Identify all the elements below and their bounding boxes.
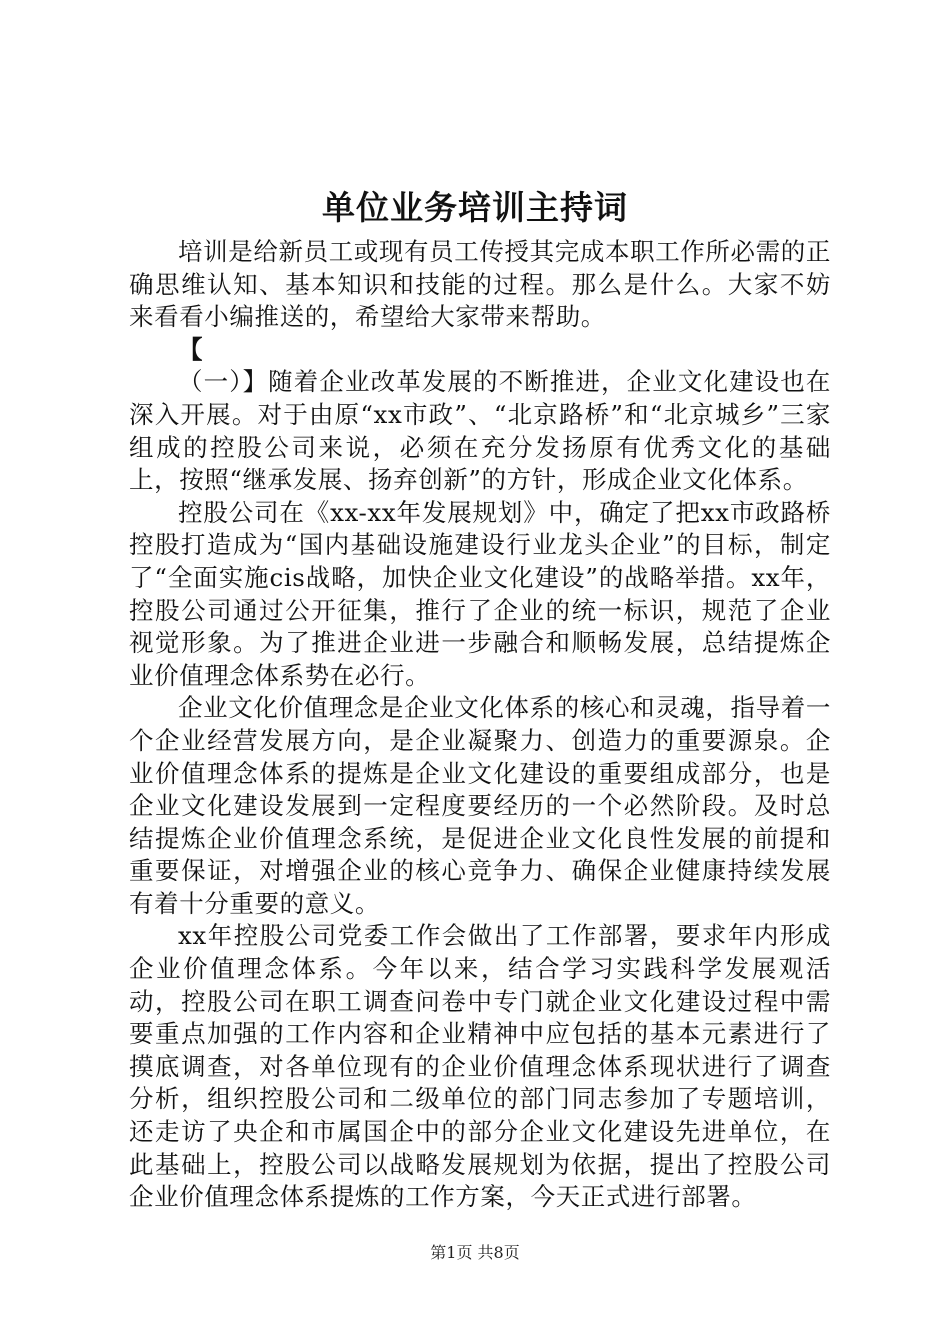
work-deployment-paragraph: xx年控股公司党委工作会做出了工作部署，要求年内形成企业价值理念体系。今年以来，结合学习实践科学发展观活动，控股公司在职工调查问卷中专门就企业文化建设过程中需要重点加强的工作内容和企业精神中应包括的基本元素进行了摸底调查，对各单位现有的企业价值理念体系现状进行了调查分析，组织控股公司和二级单位的部门同志参加了专题培训，还走访了央企和市属国企中的部分企业文化建设先进单位，在此基础上，控股公司以战略发展规划为依据，提出了控股公司企业价值理念体系提炼的工作方案，今天正式进行部署。 [129, 921, 831, 1212]
document-body [129, 236, 831, 1214]
development-plan-paragraph: 控股公司在《xx-xx年发展规划》中，确定了把xx市政路桥控股打造成为“国内基础设施建设行业龙头企业”的目标，制定了“全面实施cis战略，加快企业文化建设”的战略举措。xx年，控股公司通过公开征集，推行了企业的统一标识，规范了企业视觉形象。为了推进企业进一步融合和顺畅发展，总结提炼企业价值理念体系势在必行。 [129, 497, 831, 690]
section-bracket-line: 【 [178, 334, 204, 364]
intro-paragraph: 培训是给新员工或现有员工传授其完成本职工作所必需的正确思维认知、基本知识和技能的过程。那么是什么。大家不妨来看看小编推送的，希望给大家带来帮助。 [129, 237, 831, 332]
document-title: 单位业务培训主持词 [322, 188, 628, 227]
section-one-paragraph: （一）】随着企业改革发展的不断推进，企业文化建设也在深入开展。对于由原“xx市政”、“北京路桥”和“北京城乡”三家组成的控股公司来说，必须在充分发扬原有优秀文化的基础上，按照“继承发展、扬弃创新”的方针，形成企业文化体系。 [129, 367, 831, 495]
page-number-footer: 第1页 共8页 [430, 1243, 520, 1262]
value-concept-paragraph: 企业文化价值理念是企业文化体系的核心和灵魂，指导着一个企业经营发展方向，是企业凝聚力、创造力的重要源泉。企业价值理念体系的提炼是企业文化建设的重要组成部分，也是企业文化建设发展到一定程度要经历的一个必然阶段。及时总结提炼企业价值理念系统，是促进企业文化良性发展的前提和重要保证，对增强企业的核心竞争力、确保企业健康持续发展有着十分重要的意义。 [129, 693, 831, 918]
